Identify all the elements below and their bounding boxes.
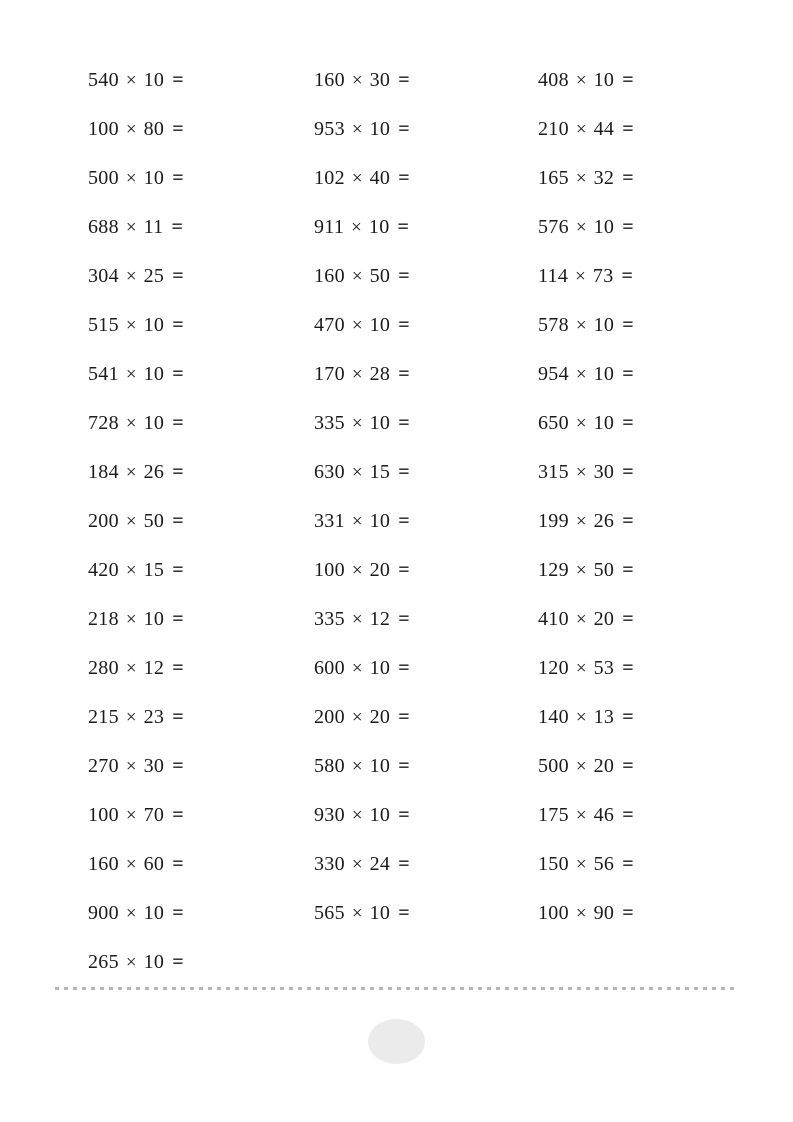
multiplier: 50 <box>143 510 165 532</box>
problems-grid <box>0 56 793 987</box>
problem <box>314 791 538 840</box>
equals-sign: = <box>398 265 410 287</box>
multiplier: 12 <box>369 608 391 630</box>
times-sign: × <box>351 461 363 483</box>
multiplier: 10 <box>369 902 391 924</box>
multiplicand: 100 <box>88 804 119 826</box>
problem <box>88 301 314 350</box>
problem <box>538 742 793 791</box>
times-sign: × <box>125 118 137 140</box>
multiplier: 11 <box>143 216 164 238</box>
problem <box>88 840 314 889</box>
problem <box>538 301 793 350</box>
problem <box>538 350 793 399</box>
multiplicand: 565 <box>314 902 345 924</box>
equals-sign: = <box>621 265 633 287</box>
multiplier: 28 <box>369 363 391 385</box>
times-sign: × <box>351 216 362 238</box>
times-sign: × <box>125 363 137 385</box>
multiplicand: 160 <box>314 69 345 91</box>
equals-sign: = <box>397 216 409 238</box>
problem <box>538 644 793 693</box>
equals-sign: = <box>172 706 184 728</box>
times-sign: × <box>575 461 587 483</box>
equals-sign: = <box>398 314 410 336</box>
times-sign: × <box>351 853 363 875</box>
multiplicand: 218 <box>88 608 119 630</box>
multiplicand: 580 <box>314 755 345 777</box>
multiplicand: 150 <box>538 853 569 875</box>
equals-sign: = <box>172 657 184 679</box>
equals-sign: = <box>398 755 410 777</box>
times-sign: × <box>351 706 363 728</box>
times-sign: × <box>575 902 587 924</box>
multiplicand: 331 <box>314 510 345 532</box>
times-sign: × <box>575 412 587 434</box>
multiplicand: 420 <box>88 559 119 581</box>
equals-sign: = <box>172 265 184 287</box>
multiplier: 24 <box>369 853 391 875</box>
multiplier: 10 <box>593 69 615 91</box>
equals-sign: = <box>622 902 634 924</box>
times-sign: × <box>575 265 586 287</box>
multiplier: 10 <box>593 216 615 238</box>
dotted-divider <box>55 987 738 990</box>
multiplier: 20 <box>369 559 391 581</box>
multiplier: 15 <box>143 559 165 581</box>
multiplicand: 335 <box>314 608 345 630</box>
multiplier: 40 <box>369 167 391 189</box>
equals-sign: = <box>622 412 634 434</box>
equals-sign: = <box>398 853 410 875</box>
multiplier: 80 <box>143 118 165 140</box>
problem <box>314 203 538 252</box>
multiplicand: 728 <box>88 412 119 434</box>
multiplicand: 160 <box>88 853 119 875</box>
times-sign: × <box>575 510 587 532</box>
multiplicand: 578 <box>538 314 569 336</box>
problem <box>538 154 793 203</box>
times-sign: × <box>575 216 587 238</box>
equals-sign: = <box>398 559 410 581</box>
times-sign: × <box>575 853 587 875</box>
multiplicand: 160 <box>314 265 345 287</box>
equals-sign: = <box>172 951 184 973</box>
equals-sign: = <box>622 167 634 189</box>
page-marker <box>368 1019 425 1064</box>
multiplicand: 165 <box>538 167 569 189</box>
multiplicand: 500 <box>88 167 119 189</box>
equals-sign: = <box>398 412 410 434</box>
multiplier: 10 <box>369 510 391 532</box>
equals-sign: = <box>622 69 634 91</box>
multiplicand: 953 <box>314 118 345 140</box>
equals-sign: = <box>622 804 634 826</box>
multiplier: 20 <box>369 706 391 728</box>
equals-sign: = <box>172 853 184 875</box>
times-sign: × <box>575 69 587 91</box>
equals-sign: = <box>622 608 634 630</box>
problem <box>538 399 793 448</box>
multiplicand: 280 <box>88 657 119 679</box>
problem <box>88 252 314 301</box>
equals-sign: = <box>172 902 184 924</box>
problem <box>538 693 793 742</box>
empty-cell <box>314 938 538 987</box>
multiplier: 10 <box>143 902 165 924</box>
multiplier: 25 <box>143 265 165 287</box>
equals-sign: = <box>622 461 634 483</box>
equals-sign: = <box>172 608 184 630</box>
equals-sign: = <box>172 804 184 826</box>
equals-sign: = <box>172 314 184 336</box>
multiplier: 56 <box>593 853 615 875</box>
times-sign: × <box>125 167 137 189</box>
multiplicand: 335 <box>314 412 345 434</box>
multiplier: 10 <box>369 804 391 826</box>
multiplicand: 930 <box>314 804 345 826</box>
equals-sign: = <box>172 755 184 777</box>
times-sign: × <box>351 902 363 924</box>
problem <box>88 938 314 987</box>
problem <box>538 791 793 840</box>
times-sign: × <box>125 265 137 287</box>
equals-sign: = <box>172 363 184 385</box>
problem <box>538 252 793 301</box>
equals-sign: = <box>398 608 410 630</box>
multiplier: 26 <box>143 461 165 483</box>
problem <box>314 448 538 497</box>
problem <box>314 56 538 105</box>
multiplier: 60 <box>143 853 165 875</box>
problem <box>314 840 538 889</box>
problem <box>538 595 793 644</box>
multiplier: 20 <box>593 608 615 630</box>
problem <box>88 791 314 840</box>
multiplicand: 410 <box>538 608 569 630</box>
multiplier: 12 <box>143 657 165 679</box>
multiplier: 20 <box>593 755 615 777</box>
times-sign: × <box>351 69 363 91</box>
problem <box>314 693 538 742</box>
equals-sign: = <box>172 510 184 532</box>
times-sign: × <box>125 216 137 238</box>
equals-sign: = <box>172 118 184 140</box>
multiplier: 10 <box>143 608 165 630</box>
multiplicand: 600 <box>314 657 345 679</box>
multiplicand: 200 <box>314 706 345 728</box>
equals-sign: = <box>398 657 410 679</box>
multiplicand: 954 <box>538 363 569 385</box>
problem <box>314 105 538 154</box>
times-sign: × <box>351 265 363 287</box>
times-sign: × <box>575 608 587 630</box>
equals-sign: = <box>398 902 410 924</box>
multiplier: 50 <box>593 559 615 581</box>
times-sign: × <box>575 804 587 826</box>
empty-cell <box>538 938 793 987</box>
multiplier: 44 <box>593 118 615 140</box>
problem <box>538 56 793 105</box>
problem <box>314 546 538 595</box>
times-sign: × <box>125 461 137 483</box>
problem <box>314 742 538 791</box>
equals-sign: = <box>622 363 634 385</box>
problem <box>88 56 314 105</box>
equals-sign: = <box>172 461 184 483</box>
times-sign: × <box>125 804 137 826</box>
multiplier: 10 <box>368 216 390 238</box>
multiplicand: 120 <box>538 657 569 679</box>
times-sign: × <box>575 559 587 581</box>
times-sign: × <box>125 559 137 581</box>
times-sign: × <box>125 510 137 532</box>
multiplicand: 199 <box>538 510 569 532</box>
problem <box>88 448 314 497</box>
problem <box>314 399 538 448</box>
multiplier: 53 <box>593 657 615 679</box>
multiplicand: 900 <box>88 902 119 924</box>
equals-sign: = <box>622 118 634 140</box>
problem <box>88 105 314 154</box>
multiplier: 32 <box>593 167 615 189</box>
multiplier: 10 <box>593 314 615 336</box>
problem <box>538 105 793 154</box>
multiplicand: 100 <box>88 118 119 140</box>
equals-sign: = <box>398 69 410 91</box>
problem <box>88 693 314 742</box>
problem <box>314 644 538 693</box>
multiplicand: 100 <box>314 559 345 581</box>
equals-sign: = <box>398 461 410 483</box>
multiplicand: 175 <box>538 804 569 826</box>
problem <box>88 595 314 644</box>
times-sign: × <box>351 755 363 777</box>
equals-sign: = <box>172 412 184 434</box>
equals-sign: = <box>398 510 410 532</box>
equals-sign: = <box>398 363 410 385</box>
times-sign: × <box>351 314 363 336</box>
multiplicand: 140 <box>538 706 569 728</box>
times-sign: × <box>575 167 587 189</box>
multiplicand: 170 <box>314 363 345 385</box>
multiplicand: 650 <box>538 412 569 434</box>
times-sign: × <box>575 657 587 679</box>
multiplier: 10 <box>143 167 165 189</box>
multiplier: 10 <box>593 412 615 434</box>
times-sign: × <box>125 951 137 973</box>
problem <box>538 546 793 595</box>
multiplier: 73 <box>592 265 614 287</box>
multiplicand: 270 <box>88 755 119 777</box>
times-sign: × <box>351 804 363 826</box>
equals-sign: = <box>398 804 410 826</box>
multiplicand: 470 <box>314 314 345 336</box>
multiplicand: 102 <box>314 167 345 189</box>
equals-sign: = <box>622 314 634 336</box>
multiplier: 10 <box>369 314 391 336</box>
problem <box>314 350 538 399</box>
equals-sign: = <box>398 167 410 189</box>
times-sign: × <box>351 657 363 679</box>
multiplicand: 911 <box>314 216 345 238</box>
multiplier: 15 <box>369 461 391 483</box>
multiplicand: 200 <box>88 510 119 532</box>
multiplicand: 330 <box>314 853 345 875</box>
multiplier: 30 <box>593 461 615 483</box>
problem <box>538 448 793 497</box>
equals-sign: = <box>172 559 184 581</box>
multiplier: 10 <box>369 118 391 140</box>
times-sign: × <box>351 559 363 581</box>
equals-sign: = <box>622 559 634 581</box>
times-sign: × <box>351 412 363 434</box>
multiplicand: 129 <box>538 559 569 581</box>
times-sign: × <box>125 657 137 679</box>
problem <box>538 497 793 546</box>
multiplier: 70 <box>143 804 165 826</box>
equals-sign: = <box>622 216 634 238</box>
times-sign: × <box>351 363 363 385</box>
multiplicand: 304 <box>88 265 119 287</box>
multiplier: 90 <box>593 902 615 924</box>
multiplicand: 215 <box>88 706 119 728</box>
problem <box>88 399 314 448</box>
multiplicand: 315 <box>538 461 569 483</box>
equals-sign: = <box>622 510 634 532</box>
problem <box>314 497 538 546</box>
equals-sign: = <box>622 853 634 875</box>
multiplicand: 408 <box>538 69 569 91</box>
times-sign: × <box>125 902 137 924</box>
equals-sign: = <box>622 755 634 777</box>
equals-sign: = <box>172 167 184 189</box>
problem <box>88 497 314 546</box>
times-sign: × <box>125 755 137 777</box>
multiplier: 30 <box>369 69 391 91</box>
multiplicand: 630 <box>314 461 345 483</box>
problem <box>538 840 793 889</box>
times-sign: × <box>125 608 137 630</box>
problem <box>88 546 314 595</box>
multiplicand: 576 <box>538 216 569 238</box>
multiplier: 10 <box>369 657 391 679</box>
equals-sign: = <box>622 657 634 679</box>
times-sign: × <box>351 608 363 630</box>
times-sign: × <box>351 118 363 140</box>
times-sign: × <box>575 118 587 140</box>
problem <box>538 203 793 252</box>
equals-sign: = <box>398 118 410 140</box>
problem <box>314 595 538 644</box>
multiplicand: 515 <box>88 314 119 336</box>
equals-sign: = <box>171 216 183 238</box>
problem <box>88 889 314 938</box>
multiplicand: 100 <box>538 902 569 924</box>
multiplicand: 210 <box>538 118 569 140</box>
problem <box>314 301 538 350</box>
times-sign: × <box>575 314 587 336</box>
multiplier: 30 <box>143 755 165 777</box>
problem <box>88 742 314 791</box>
multiplier: 46 <box>593 804 615 826</box>
multiplier: 10 <box>143 314 165 336</box>
multiplier: 13 <box>593 706 615 728</box>
multiplier: 10 <box>143 412 165 434</box>
multiplier: 10 <box>143 951 165 973</box>
multiplier: 10 <box>143 363 165 385</box>
multiplier: 10 <box>369 755 391 777</box>
times-sign: × <box>125 706 137 728</box>
multiplier: 10 <box>593 363 615 385</box>
problem <box>88 350 314 399</box>
multiplicand: 540 <box>88 69 119 91</box>
problem <box>538 889 793 938</box>
times-sign: × <box>125 69 137 91</box>
multiplicand: 114 <box>538 265 569 287</box>
equals-sign: = <box>398 706 410 728</box>
multiplicand: 265 <box>88 951 119 973</box>
problem <box>314 889 538 938</box>
multiplier: 50 <box>369 265 391 287</box>
multiplier: 26 <box>593 510 615 532</box>
times-sign: × <box>575 755 587 777</box>
problem <box>314 252 538 301</box>
problem <box>88 203 314 252</box>
multiplier: 10 <box>369 412 391 434</box>
multiplicand: 500 <box>538 755 569 777</box>
multiplicand: 688 <box>88 216 119 238</box>
multiplier: 10 <box>143 69 165 91</box>
times-sign: × <box>125 314 137 336</box>
times-sign: × <box>351 510 363 532</box>
times-sign: × <box>125 853 137 875</box>
problem <box>314 154 538 203</box>
equals-sign: = <box>172 69 184 91</box>
times-sign: × <box>575 363 587 385</box>
multiplicand: 541 <box>88 363 119 385</box>
multiplicand: 184 <box>88 461 119 483</box>
problem <box>88 644 314 693</box>
multiplier: 23 <box>143 706 165 728</box>
equals-sign: = <box>622 706 634 728</box>
times-sign: × <box>575 706 587 728</box>
times-sign: × <box>125 412 137 434</box>
problem <box>88 154 314 203</box>
times-sign: × <box>351 167 363 189</box>
